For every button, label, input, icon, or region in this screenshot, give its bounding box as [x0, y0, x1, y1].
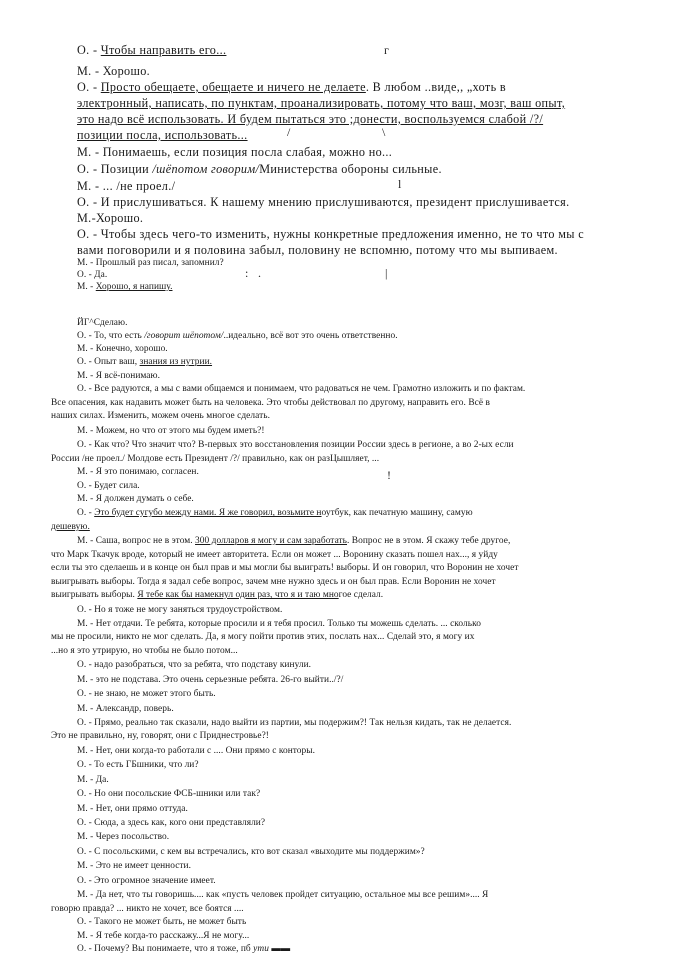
transcript-line — [77, 660, 311, 670]
text-segment: О. - Сюда, а здесь как, кого они представляли? — [77, 818, 266, 828]
text-segment: О. - И прислушиваться. К нашему мнению прислушиваются, президент прислушивается. — [77, 195, 570, 209]
text-segment: мы не просили, никто не мог сделать. Да, я могу пойти против этих, послать нах... Сделай это, я могу их — [51, 632, 475, 642]
text-segment: . В любом ..виде,, „хоть в — [365, 80, 506, 94]
text-segment: М. - Можем, но что от этого мы будем иметь?! — [77, 426, 265, 436]
underlined-text: Хорошо, я напишу. — [95, 282, 173, 292]
transcript-line — [77, 43, 226, 58]
transcript-line — [51, 731, 269, 741]
transcript-line — [77, 775, 109, 785]
text-segment: М. - Хорошо. — [77, 64, 151, 78]
transcript-line — [77, 282, 173, 292]
text-segment: О. - Чтобы здесь чего-то изменить, нужны конкретные предложения именно, не то что мы с — [77, 227, 584, 241]
underlined-text: Я тебе как бы намекнул один раз, что я и таю мно — [137, 590, 339, 600]
transcript-line — [77, 718, 511, 728]
transcript-line — [77, 804, 188, 814]
text-segment: О. - Да. — [77, 270, 108, 280]
text-segment: М. - Я должен думать о себе. — [77, 494, 194, 504]
transcript-line — [77, 371, 160, 381]
text-segment: М. - — [77, 282, 96, 292]
text-segment: О. - не знаю, не может этого быть. — [77, 689, 216, 699]
italic-remark: ути — [253, 944, 269, 954]
transcript-line — [77, 258, 224, 268]
text-segment: Министерства обороны сильные. — [259, 162, 442, 176]
text-segment: М. - это не подстава. Это очень серьезные ребята. 26-го выйти../?/ — [77, 675, 344, 685]
italic-remark: /шёпотом говорим/ — [152, 162, 260, 176]
transcript-line — [77, 746, 315, 756]
text-segment: М. - Нет, они прямо оттуда. — [77, 804, 188, 814]
text-segment: говорю правда? ... никто не хочет, все боятся .... — [51, 904, 244, 914]
transcript-line — [77, 704, 174, 714]
stray-mark: : — [245, 266, 249, 280]
text-segment: М. - Понимаешь, если позиция посла слабая, можно но... — [77, 145, 393, 159]
transcript-line — [77, 357, 212, 367]
text-segment: О. - Но я тоже не могу заняться трудоустройством. — [77, 605, 283, 615]
text-segment: ЙГ^Сделаю. — [77, 318, 128, 328]
text-segment: О. - Это огромное значение имеет. — [77, 876, 216, 886]
text-segment: О. - — [77, 43, 101, 57]
transcript-line — [51, 398, 490, 408]
transcript-line — [77, 876, 216, 886]
transcript-line — [51, 522, 90, 532]
text-segment: если ты это сделаешь и в конце он был прав и мы могли бы выиграть! выборы. И он говорил, что Воронин не хочет — [51, 563, 519, 573]
transcript-line — [77, 270, 107, 280]
transcript-line — [51, 411, 270, 421]
text-segment: оутбук, как печатную машину, самую — [321, 508, 473, 518]
underlined-text: Это будет сугубо между нами. Я же говорил, возьмите н — [94, 508, 322, 518]
transcript-line — [77, 426, 265, 436]
transcript-line — [51, 590, 383, 600]
transcript-line — [77, 440, 514, 450]
text-segment: М. - Это не имеет ценности. — [77, 861, 192, 871]
transcript-line — [77, 789, 260, 799]
text-segment: М. - Я тебе когда-то расскажу...Я не могу... — [77, 931, 250, 941]
underlined-text: электронный, написать, по пунктам, проанализировать, потому что ваш, мозг, ваш опыт, — [77, 96, 566, 110]
transcript-line — [77, 481, 140, 491]
text-segment: выигрывать выборы. — [51, 590, 138, 600]
text-segment: М.-Хорошо. — [77, 211, 144, 225]
transcript-line — [51, 646, 238, 656]
text-segment: О. - Опыт ваш, — [77, 357, 140, 367]
text-segment: ...но я это утрирую, но чтобы не было потом... — [51, 646, 238, 656]
transcript-line — [77, 467, 199, 477]
text-segment: О. - То, что есть — [77, 331, 145, 341]
text-segment: О. - Но они посольские ФСБ-шники или так? — [77, 789, 261, 799]
text-segment: О. - Как что? Что значит что? В-первых это восстановления позиции России здесь в регионе, а во 2-ых если — [77, 440, 514, 450]
text-segment: О. - надо разобраться, что за ребята, что подставу кинули. — [77, 660, 312, 670]
text-segment: О. - Почему? Вы понимаете, что я тоже, пб — [77, 944, 254, 954]
stray-mark: / — [287, 125, 291, 139]
transcript-line — [77, 96, 565, 111]
transcript-line — [51, 454, 379, 464]
text-segment: О. - Такого не может быть, не может быть — [77, 917, 247, 927]
transcript-line — [51, 550, 498, 560]
transcript-line — [77, 384, 525, 394]
text-segment: М. - Я всё-понимаю. — [77, 371, 160, 381]
text-segment: Все опасения, как надавить может быть на человека. Это чтобы действовал по другому, направить его. Всё в — [51, 398, 490, 408]
text-segment: О. - — [77, 80, 101, 94]
underlined-text: это надо всё использовать. И будем пытаться это ;донести, воспользуемся слабой /?/ — [77, 112, 544, 126]
transcript-line — [77, 227, 584, 242]
transcript-line — [77, 890, 488, 900]
transcript-line — [77, 128, 248, 143]
text-segment: О. - Будет сила. — [77, 481, 140, 491]
italic-remark: /говорит шёпотом/ — [144, 331, 224, 341]
transcript-line — [51, 577, 496, 587]
text-segment: Это не правильно, ну, говорят, они с Приднестровье?! — [51, 731, 269, 741]
transcript-line — [77, 145, 392, 160]
text-segment: что Марк Ткачук вроде, который не имеет авторитета. Если он может ... Воронину сказать пошел нах..., я уйду — [51, 550, 498, 560]
transcript-line — [77, 536, 510, 546]
transcript-line — [77, 162, 442, 177]
stray-mark: l — [398, 177, 402, 191]
transcript-line — [77, 944, 290, 954]
text-segment: М. - Да. — [77, 775, 109, 785]
stray-mark: . — [258, 266, 261, 280]
transcript-line — [77, 675, 343, 685]
text-segment: . Вопрос не в этом. Я скажу тебе другое, — [347, 536, 511, 546]
text-segment: выигрывать выборы. Тогда я задал себе вопрос, зачем мне нужно здесь и он был прав. Если Воронин не хочет — [51, 577, 496, 587]
transcript-line — [77, 494, 194, 504]
transcript-line — [77, 689, 216, 699]
transcript-line — [51, 563, 519, 573]
transcript-line — [77, 917, 246, 927]
text-segment: О. - То есть ГБшники, что ли? — [77, 760, 199, 770]
text-segment: М. - Да нет, что ты говоришь.... как «пусть человек пройдет ситуацию, остальное мы все решим».... Я — [77, 890, 489, 900]
text-segment: ..идеально, всё вот это очень ответственно. — [223, 331, 398, 341]
text-segment: О. - С посольскими, с кем вы встречались, кто вот сказал «выходите мы поддержим»? — [77, 847, 425, 857]
transcript-line — [77, 243, 558, 258]
transcript-line — [77, 508, 473, 518]
text-segment: М. - ... /не проел./ — [77, 179, 176, 193]
stray-mark: | — [385, 266, 388, 280]
transcript-line — [77, 619, 481, 629]
text-segment: М. - Я это понимаю, согласен. — [77, 467, 199, 477]
transcript-line — [77, 818, 265, 828]
transcript-line — [51, 632, 475, 642]
text-segment: гое сделал. — [338, 590, 384, 600]
text-segment: М. - Нет, они когда-то работали с .... Они прямо с конторы. — [77, 746, 316, 756]
transcript-line — [77, 861, 191, 871]
text-segment: О. - Все радуются, а мы с вами общаемся и понимаем, что радоваться не чем. Грамотно изложить и по фактам. — [77, 384, 526, 394]
transcript-line — [77, 931, 249, 941]
transcript-line — [77, 112, 543, 127]
transcript-line — [77, 760, 199, 770]
text-segment: О. - Позиции — [77, 162, 153, 176]
underlined-text: знания из нутрии. — [139, 357, 213, 367]
underlined-text: позиции посла, использовать... — [77, 128, 248, 142]
text-segment: М. - Конечно, хорошо. — [77, 344, 168, 354]
text-segment: О. - Прямо, реально так сказали, надо выйти из партии, мы подержим?! Так нельзя кидать, так не делается. — [77, 718, 512, 728]
stray-mark: ! — [387, 468, 391, 482]
stray-mark: г — [384, 43, 389, 57]
transcript-line — [77, 211, 143, 226]
text-segment: О. - — [77, 508, 95, 518]
transcript-line — [77, 331, 398, 341]
underlined-text: Просто обещаете, обещаете и ничего не делаете — [100, 80, 366, 94]
text-segment: вами поговорили и я половина забыл, половину не вспомню, потому что мы выпиваем. — [77, 243, 558, 257]
text-segment: М. - Прошлый раз писал, запомнил? — [77, 258, 224, 268]
transcript-line — [77, 195, 570, 210]
stray-mark: \ — [382, 125, 386, 139]
transcript-line — [77, 318, 127, 328]
text-segment: России /не проел./ Молдове есть Президент /?/ правильно, как он разЦышляет, ... — [51, 454, 380, 464]
transcript-line — [51, 904, 244, 914]
underlined-text: дешевую. — [51, 522, 90, 532]
text-segment: М. - Нет отдачи. Те ребята, которые просили и я тебя просил. Только ты можешь сделать. ... сколько — [77, 619, 481, 629]
underlined-text: Чтобы направить его... — [100, 43, 227, 57]
transcript-line — [77, 64, 150, 79]
transcript-line — [77, 80, 506, 95]
text-segment: наших силах. Изменить, можем очень многое сделать. — [51, 411, 270, 421]
underlined-text: 300 долларов я могу и сам заработать — [195, 536, 348, 546]
text-segment: ▬▬ — [268, 944, 291, 954]
text-segment: М. - Александр, поверь. — [77, 704, 174, 714]
transcript-line — [77, 605, 282, 615]
transcript-line — [77, 179, 175, 194]
transcript-line — [77, 832, 169, 842]
transcript-line — [77, 344, 168, 354]
text-segment: М. - Через посольство. — [77, 832, 170, 842]
text-segment: М. - Саша, вопрос не в этом. — [77, 536, 196, 546]
transcript-line — [77, 847, 425, 857]
